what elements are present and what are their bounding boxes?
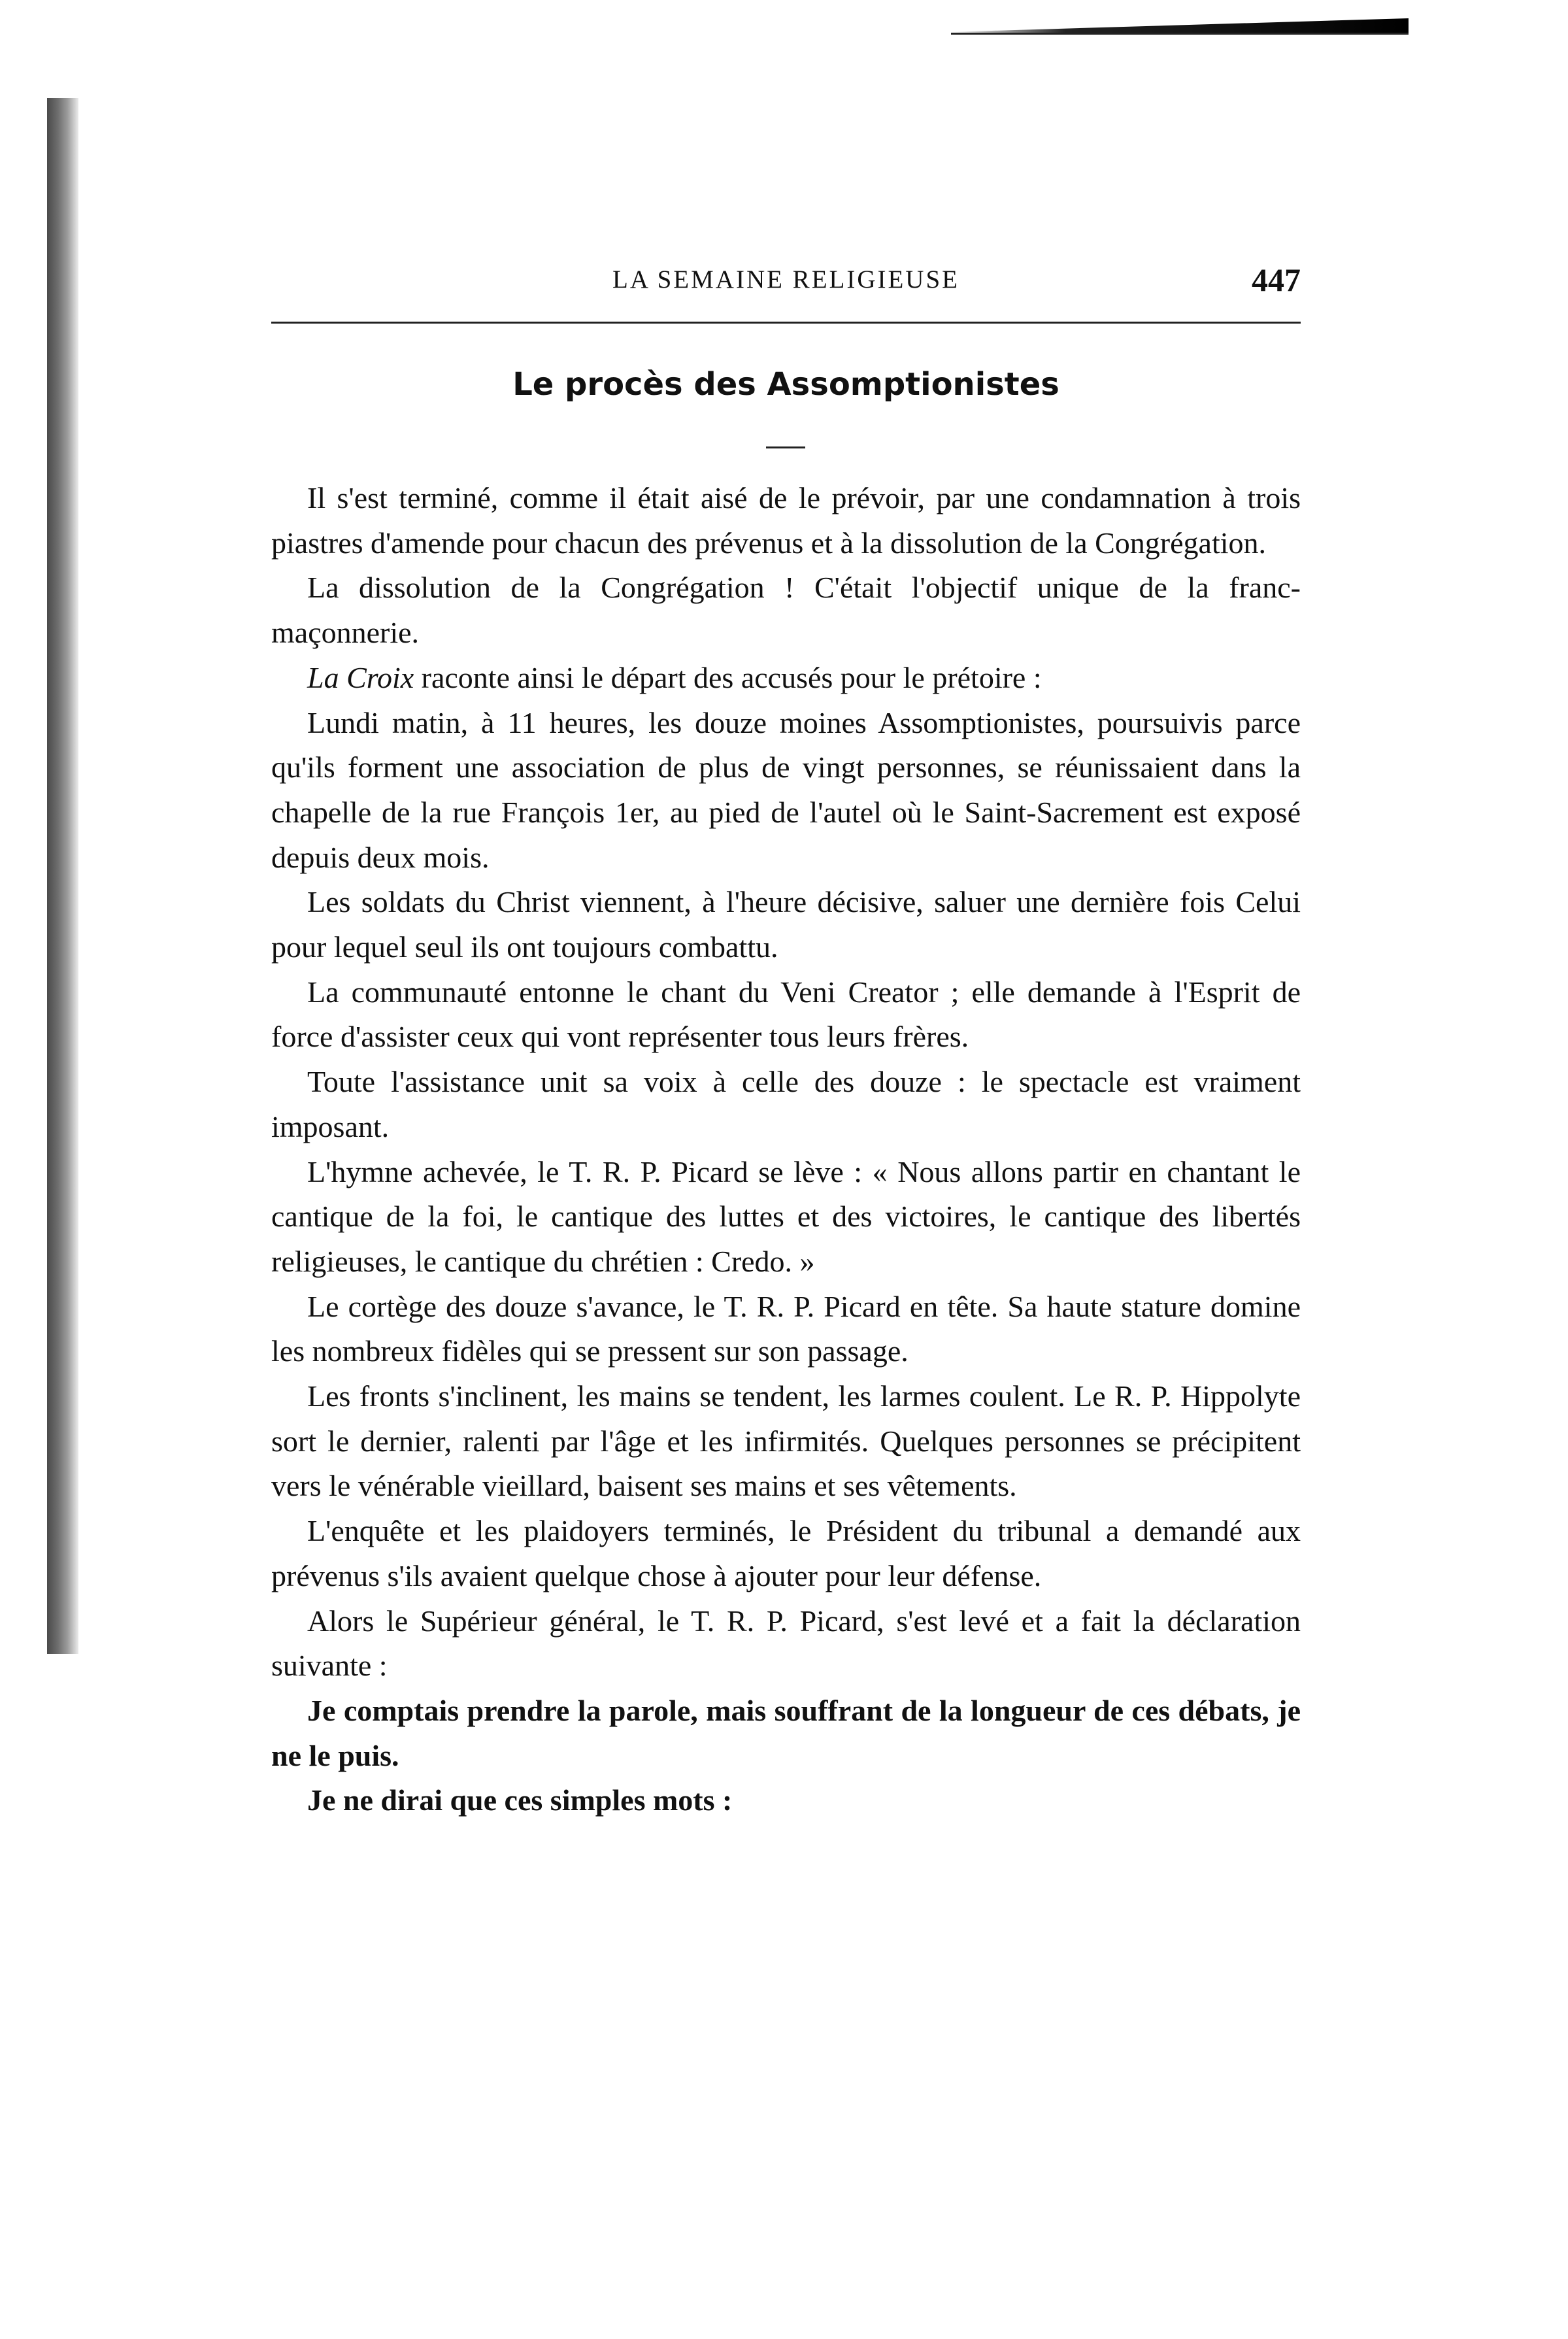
paragraph-text: Il s'est terminé, comme il était aisé de le prévoir, par une condamnation à trois piastres d'amende pour chacun des prévenus et à la dissolution de la Congrégation. (271, 481, 1301, 560)
paragraph (271, 701, 1301, 881)
header-rule (271, 322, 1301, 324)
title-dash-separator (766, 446, 805, 448)
article-body (271, 476, 1301, 1823)
running-title: LA SEMAINE RELIGIEUSE (612, 265, 959, 294)
paragraph (271, 565, 1301, 655)
paragraph-lead: La Croix (307, 660, 414, 694)
paragraph (271, 970, 1301, 1060)
paragraph-text: Les fronts s'inclinent, les mains se tendent, les larmes coulent. Le R. P. Hippolyte sort le dernier, ralenti par l'âge et les infirmités. Quelques personnes se précipitent vers le vénérable vieillard, baisent ses mains et ses vêtements. (271, 1379, 1301, 1503)
paragraph-text: Les soldats du Christ viennent, à l'heure décisive, saluer une dernière fois Celui pour lequel seul ils ont toujours combattu. (271, 885, 1301, 964)
paragraph (271, 1150, 1301, 1285)
paragraph-text: Je ne dirai que ces simples mots : (307, 1783, 733, 1817)
page-binding-shadow (47, 98, 78, 1654)
paragraph (271, 1509, 1301, 1598)
paragraph (271, 476, 1301, 565)
paragraph-text: Lundi matin, à 11 heures, les douze moines Assomptionistes, poursuivis parce qu'ils forment une association de plus de vingt personnes, se réunissaient dans la chapelle de la rue François 1er, au pied de l'autel où le Saint-Sacrement est exposé depuis deux mois. (271, 705, 1301, 874)
paragraph-text: Toute l'assistance unit sa voix à celle des douze : le spectacle est vraiment imposant. (271, 1065, 1301, 1143)
paragraph (271, 1060, 1301, 1149)
paragraph-text: Le cortège des douze s'avance, le T. R. P. Picard en tête. Sa haute stature domine les nombreux fidèles qui se pressent sur son passage. (271, 1289, 1301, 1368)
paragraph (271, 1689, 1301, 1778)
paragraph-text: L'enquête et les plaidoyers terminés, le Président du tribunal a demandé aux prévenus s'ils avaient quelque chose à ajouter pour leur défense. (271, 1514, 1301, 1592)
paragraph-text: La dissolution de la Congrégation ! C'était l'objectif unique de la franc-maçonnerie. (271, 571, 1301, 650)
paragraph-text: Alors le Supérieur général, le T. R. P. Picard, s'est levé et a fait la déclaration suivante : (271, 1604, 1301, 1683)
paragraph-text: L'hymne achevée, le T. R. P. Picard se lève : « Nous allons partir en chantant le cantique de la foi, le cantique des luttes et des victoires, le cantique des libertés religieuses, le cantique du chrétien : Credo. » (271, 1154, 1301, 1278)
article-title: Le procès des Assomptionistes (512, 366, 1059, 403)
paragraph (271, 1285, 1301, 1374)
paragraph (271, 1374, 1301, 1509)
paragraph-text: Je comptais prendre la parole, mais souffrant de la longueur de ces débats, je ne le puis. (271, 1693, 1301, 1772)
paragraph-text: raconte ainsi le départ des accusés pour le prétoire : (414, 660, 1042, 694)
running-head (271, 261, 1301, 311)
paragraph (271, 880, 1301, 969)
paragraph (271, 1599, 1301, 1689)
paragraph-text: La communauté entonne le chant du Veni Creator ; elle demande à l'Esprit de force d'assister ceux qui vont représenter tous leurs frères. (271, 975, 1301, 1054)
paragraph (271, 1778, 1301, 1823)
paragraph (271, 656, 1301, 701)
page-number: 447 (1252, 261, 1301, 298)
document-page (271, 0, 1301, 2339)
